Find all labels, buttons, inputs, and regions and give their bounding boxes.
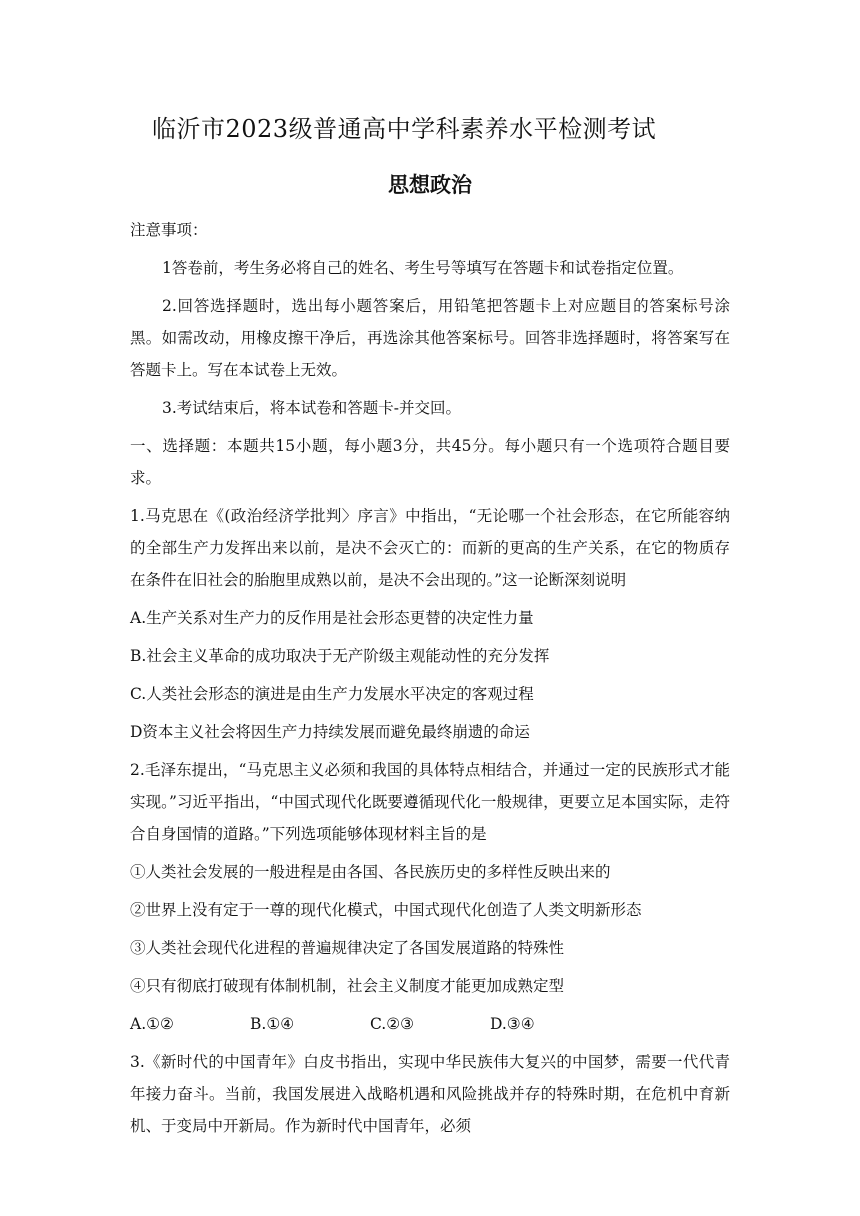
question-statement: ③人类社会现代化进程的普遍规律决定了各国发展道路的特殊性 [130,939,565,957]
question-option: C.②③ [370,1015,415,1033]
question-stem: 2.毛泽东提出，“马克思主义必须和我国的具体特点相结合，并通过一定的民族形式才能实现。”习近平指出，“中国式现代化既要遵循现代化一般规律，更要立足本国实际，走符合自身国情的道路。”下列选项能够体现材料主旨的是 [130,761,730,843]
question-option: B.①④ [250,1015,295,1033]
subject-title: 思想政治 [388,172,472,197]
question-stem: 3.《新时代的中国青年》白皮书指出，实现中华民族伟大复兴的中国梦，需要一代代青年接力奋斗。当前，我国发展进入战略机遇和风险挑战并存的特殊时期，在危机中育新机、于变局中开新局。作为新时代中国青年，必须 [130,1053,730,1135]
question-option: D.③④ [490,1015,535,1033]
section-heading: 一、选择题：本题共15小题，每小题3分，共45分。每小题只有一个选项符合题目要求。 [130,437,730,487]
question-options-row [130,1008,730,1040]
notice-item: 1答卷前，考生务必将自己的姓名、考生号等填写在答题卡和试卷指定位置。 [162,259,684,277]
question-stem: 1.马克思在《(政治经济学批判〉序言》中指出，“无论哪一个社会形态，在它所能容纳的全部生产力发挥出来以前，是决不会灭亡的：而新的更高的生产关系，在它的物质存在条件在旧社会的胎胞里成熟以前，是决不会出现的。”这一论断深刻说明 [130,507,730,589]
question-statement: ②世界上没有定于一尊的现代化模式，中国式现代化创造了人类文明新形态 [130,901,642,919]
notice-item: 3.考试结束后，将本试卷和答题卡-并交回。 [162,399,462,417]
question-option: A.生产关系对生产力的反作用是社会形态更替的决定性力量 [130,609,534,627]
notice-item: 2.回答选择题时，选出每小题答案后，用铅笔把答题卡上对应题目的答案标号涂黑。如需改动，用橡皮擦干净后，再选涂其他答案标号。回答非选择题时，将答案写在答题卡上。写在本试卷上无效。 [130,297,730,379]
question-statement: ①人类社会发展的一般进程是由各国、各民族历史的多样性反映出来的 [130,863,611,881]
question-option: D资本主义社会将因生产力持续发展而避免最终崩遗的命运 [130,723,530,741]
exam-title: 临沂市2023级普通高中学科素养水平检测考试 [152,115,657,143]
question-option: A.①② [130,1015,174,1033]
exam-body [130,214,730,1148]
question-statement: ④只有彻底打破现有体制机制，社会主义制度才能更加成熟定型 [130,977,565,995]
question-option: C.人类社会形态的演进是由生产力发展水平决定的客观过程 [130,685,534,703]
notice-heading: 注意事项： [130,221,208,239]
question-option: B.社会主义革命的成功取决于无产阶级主观能动性的充分发挥 [130,647,550,665]
